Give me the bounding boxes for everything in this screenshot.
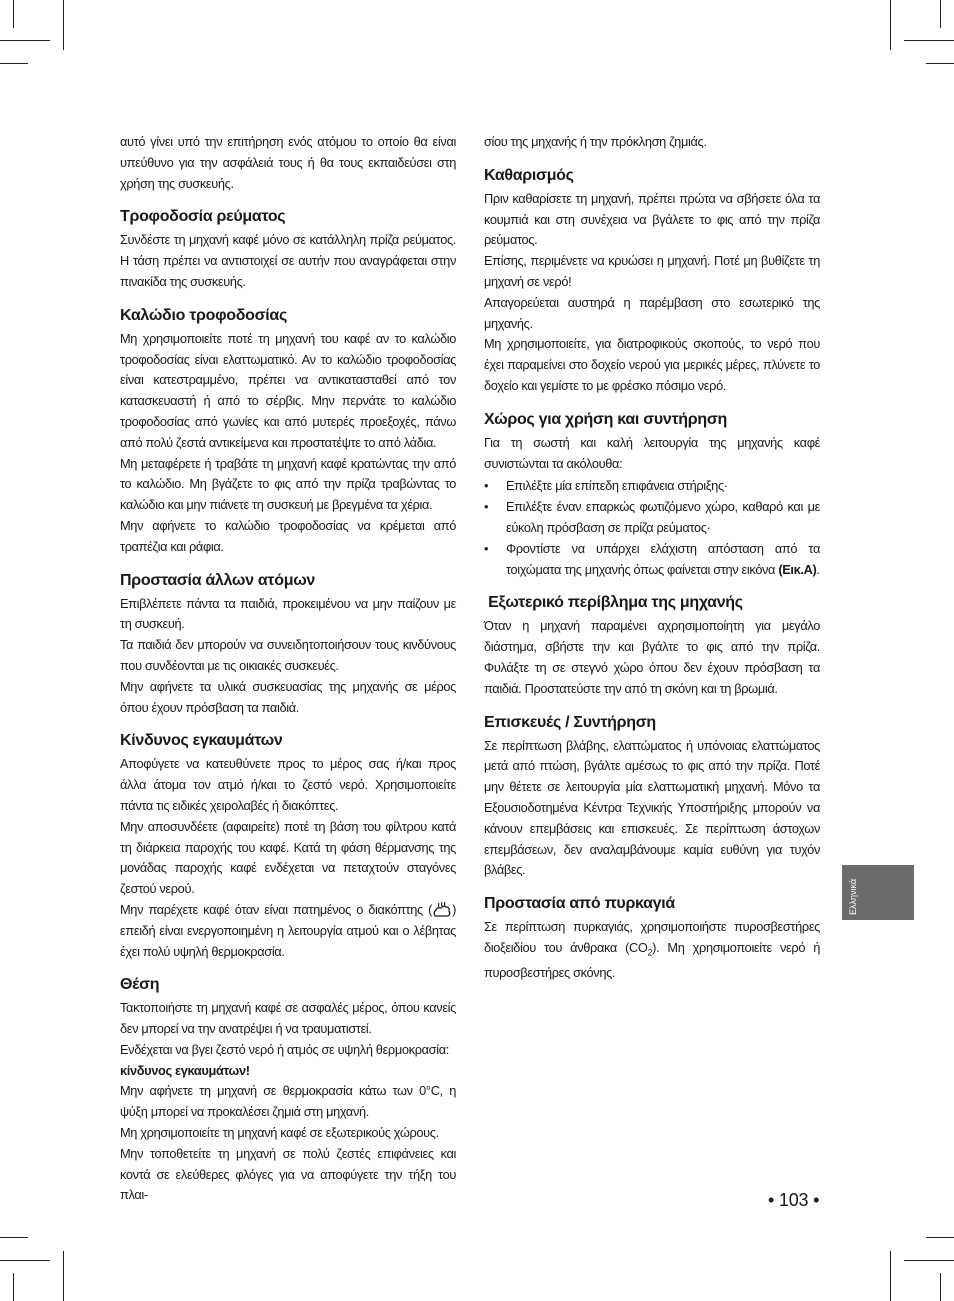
paragraph: Αποφύγετε να κατευθύνετε προς το μέρος σας ή/και προς άλλα άτομα τον ατμό ή/και το ζεστό νερό. Χρησιμοποιείτε πάντα τις ειδικές χειρολαβές ή διακόπτες.: [120, 756, 456, 813]
steam-icon: [432, 901, 452, 917]
text: Σε περίπτωση πυρκαγιάς, χρησιμοποιήστε πυροσβεστήρες διοξειδίου του άνθρακα (CO: [484, 919, 820, 955]
heading-fire: Προστασία από πυρκαγιά: [484, 895, 675, 913]
heading-position: Θέση: [120, 976, 160, 994]
paragraph: Μην αφήνετε τη μηχανή σε θερμοκρασία κάτω των 0°C, η ψύξη μπορεί να προκαλέσει ζημιά στη μηχανή.: [120, 1083, 456, 1120]
paragraph: Μην αποσυνδέετε (αφαιρείτε) ποτέ τη βάση του φίλτρου κατά τη διάρκεια παροχής του καφέ. Κατά τη φάση θέρμανσης της μονάδας παροχής καφέ ενδέχεται να πεταχτούν σταγόνες ζεστού νερού.: [120, 818, 456, 897]
text: Επιλέξτε μία επίπεδη επιφάνεια στήριξης·: [506, 478, 728, 494]
bullet: •: [484, 499, 489, 515]
crop-mark: [904, 40, 954, 41]
language-tab-label: Ελληνικά: [848, 878, 858, 915]
paragraph: Μην τοποθετείτε τη μηχανή σε πολύ ζεστές επιφάνειες και κοντά σε ελεύθερες φλόγες για να αποφύγετε την τήξη του πλαι-: [120, 1145, 456, 1203]
paragraph: Μη χρησιμοποιείτε ποτέ τη μηχανή του καφέ αν το καλώδιο τροφοδοσίας είναι ελαττωματικό. Αν το καλώδιο τροφοδοσίας είναι κατεστραμμένο, πρέπει να αντικατασταθεί από τον κατασκευαστή ή από το σέρβις. Μην περνάτε το καλώδιο τροφοδοσίας από γωνίες και από μυτερές προεξοχές, πάνω από πολύ ζεστά αντικείμενα και προστατέψτε το από λάδια.: [120, 330, 456, 450]
paragraph: Μη μεταφέρετε ή τραβάτε τη μηχανή καφέ κρατώντας την από το καλώδιο. Μη βγάζετε το φις από την πρίζα τραβώντας το καλώδιο και μην πιάνετε τη συσκευή με βρεγμένα τα χέρια.: [120, 455, 456, 513]
paragraph: [484, 917, 820, 984]
text: ) επειδή είναι ενεργοποιημένη η λειτουργία ατμού και ο λέβητας έχει πολύ υψηλή θερμοκρασία.: [120, 901, 456, 959]
text: ). Μη χρησιμοποιείτε νερό ή πυροσβεστήρες σκόνης.: [484, 939, 821, 981]
crop-mark: [63, 0, 64, 50]
heading-repairs: Επισκευές / Συντήρηση: [484, 713, 656, 731]
paragraph: Μην αφήνετε τα υλικά συσκευασίας της μηχανής σε μέρος όπου έχουν πρόσβαση τα παιδιά.: [120, 678, 456, 715]
paragraph: Επίσης, περιμένετε να κρυώσει η μηχανή. Ποτέ μη βυθίζετε τη μηχανή σε νερό!: [484, 253, 820, 289]
heading-power-supply: Τροφοδοσία ρεύματος: [120, 208, 286, 226]
paragraph: Μη χρησιμοποιείτε τη μηχανή καφέ σε εξωτερικούς χώρους.: [120, 1125, 439, 1141]
paragraph: Ενδέχεται να βγει ζεστό νερό ή ατμός σε υψηλή θερμοκρασία:: [120, 1041, 449, 1057]
crop-mark: [940, 0, 941, 28]
bullet-list: [484, 476, 820, 580]
crop-mark: [0, 40, 50, 41]
figure-reference: (Εικ.A): [778, 561, 817, 577]
bullet: •: [484, 478, 489, 494]
paragraph: [120, 900, 456, 962]
heading-casing: Εξωτερικό περίβλημα της μηχανής: [484, 594, 743, 612]
paragraph: Για τη σωστή και καλή λειτουργία της μηχανής καφέ συνιστώνται τα ακόλουθα:: [484, 434, 820, 471]
paragraph: Μη χρησιμοποιείτε, για διατροφικούς σκοπούς, το νερό που έχει παραμείνει στο δοχείο νερού για μερικές μέρες, πλύνετε το δοχείο και γεμίστε το με φρέσκο πόσιμο νερό.: [484, 336, 820, 393]
paragraph: Πριν καθαρίσετε τη μηχανή, πρέπει πρώτα να σβήσετε όλα τα κουμπιά και στη συνέχεια να βγάλετε το φις από την πρίζα ρεύματος.: [484, 190, 820, 248]
subscript: 2: [647, 947, 653, 958]
crop-mark: [904, 1260, 954, 1261]
crop-mark: [13, 0, 14, 28]
crop-mark: [0, 1260, 50, 1261]
page-number: • 103 •: [768, 1190, 820, 1210]
text: Επιλέξτε έναν επαρκώς φωτιζόμενο χώρο, καθαρό και με εύκολη πρόσβαση σε πρίζα ρεύματος·: [506, 499, 820, 535]
text: .: [816, 561, 820, 577]
paragraph: Σε περίπτωση βλάβης, ελαττώματος ή υπόνοιας ελαττώματος μετά από πτώση, βγάλτε αμέσως το φις από την πρίζα. Ποτέ μην θέτετε σε λειτουργία μία ελαττωματική μηχανή. Μόνο τα Εξουσιοδοτημένα Κέντρα Τεχνικής Υποστήριξης μπορούν να κάνουν επεμβάσεις και επισκευές. Σε περίπτωση άστοχων επεμβάσεων, δεν αναλαμβάνουμε καμία ευθύνη για τυχόν βλάβες.: [484, 737, 820, 878]
list-item: [484, 476, 820, 497]
language-tab: [842, 865, 914, 920]
left-column: [120, 132, 456, 1206]
list-item: [484, 539, 820, 581]
continuation-paragraph: σίου της μηχανής ή την πρόκληση ζημιάς.: [484, 134, 707, 149]
crop-mark: [890, 1251, 891, 1301]
heading-power-cord: Καλώδιο τροφοδοσίας: [120, 306, 287, 324]
text: Μην παρέχετε καφέ όταν είναι πατημένος ο διακόπτης (: [120, 901, 433, 917]
paragraph: Απαγορεύεται αυστηρά η παρέμβαση στο εσωτερικό της μηχανής.: [484, 294, 820, 331]
text: Φροντίστε να υπάρχει ελάχιστη απόσταση από τα τοιχώματα της μηχανής όπως φαίνεται στην εικόνα: [506, 540, 820, 577]
paragraph: Μην αφήνετε το καλώδιο τροφοδοσίας να κρέμεται από τραπέζια και ράφια.: [120, 517, 456, 554]
paragraph: Συνδέστε τη μηχανή καφέ μόνο σε κατάλληλη πρίζα ρεύματος. Η τάση πρέπει να αντιστοιχεί σε αυτήν που αναγράφεται στην πινακίδα της συσκευής.: [120, 232, 456, 289]
heading-space: Χώρος για χρήση και συντήρηση: [484, 410, 727, 428]
list-item: [484, 497, 820, 539]
crop-mark: [63, 1251, 64, 1301]
heading-cleaning: Καθαρισμός: [484, 166, 574, 184]
intro-paragraph: αυτό γίνει υπό την επιτήρηση ενός ατόμου το οποίο θα είναι υπεύθυνο για την ασφάλειά τους ή θα τους εκπαιδεύσει στη χρήση της συσκευής.: [120, 134, 456, 191]
crop-mark: [940, 1273, 941, 1301]
crop-mark: [926, 1237, 954, 1238]
crop-mark: [13, 1273, 14, 1301]
right-column: [484, 132, 820, 984]
bullet: •: [484, 540, 489, 556]
crop-mark: [926, 63, 954, 64]
paragraph: Όταν η μηχανή παραμένει αχρησιμοποίητη για μεγάλο διάστημα, σβήστε την και βγάλτε το φις από την πρίζα. Φυλάξτε τη σε στεγνό χώρο όπου δεν έχουν πρόσβαση τα παιδιά. Προστατεύστε την από τη σκόνη και τη βρωμιά.: [484, 618, 820, 696]
crop-mark: [890, 0, 891, 50]
heading-others-protection: Προστασία άλλων ατόμων: [120, 571, 316, 589]
warning-text: κίνδυνος εγκαυμάτων!: [120, 1062, 250, 1078]
heading-burn-danger: Κίνδυνος εγκαυμάτων: [120, 732, 283, 750]
crop-mark: [0, 1237, 28, 1238]
paragraph: Τα παιδιά δεν μπορούν να συνειδητοποιήσουν τους κινδύνους που συνδέονται με τις οικιακές συσκευές.: [120, 637, 456, 673]
crop-mark: [0, 63, 28, 64]
paragraph: Επιβλέπετε πάντα τα παιδιά, προκειμένου να μην παίζουν με τη συσκευή.: [120, 595, 456, 632]
paragraph: Τακτοποιήστε τη μηχανή καφέ σε ασφαλές μέρος, όπου κανείς δεν μπορεί να την ανατρέψει ή να τραυματιστεί.: [120, 1000, 456, 1037]
